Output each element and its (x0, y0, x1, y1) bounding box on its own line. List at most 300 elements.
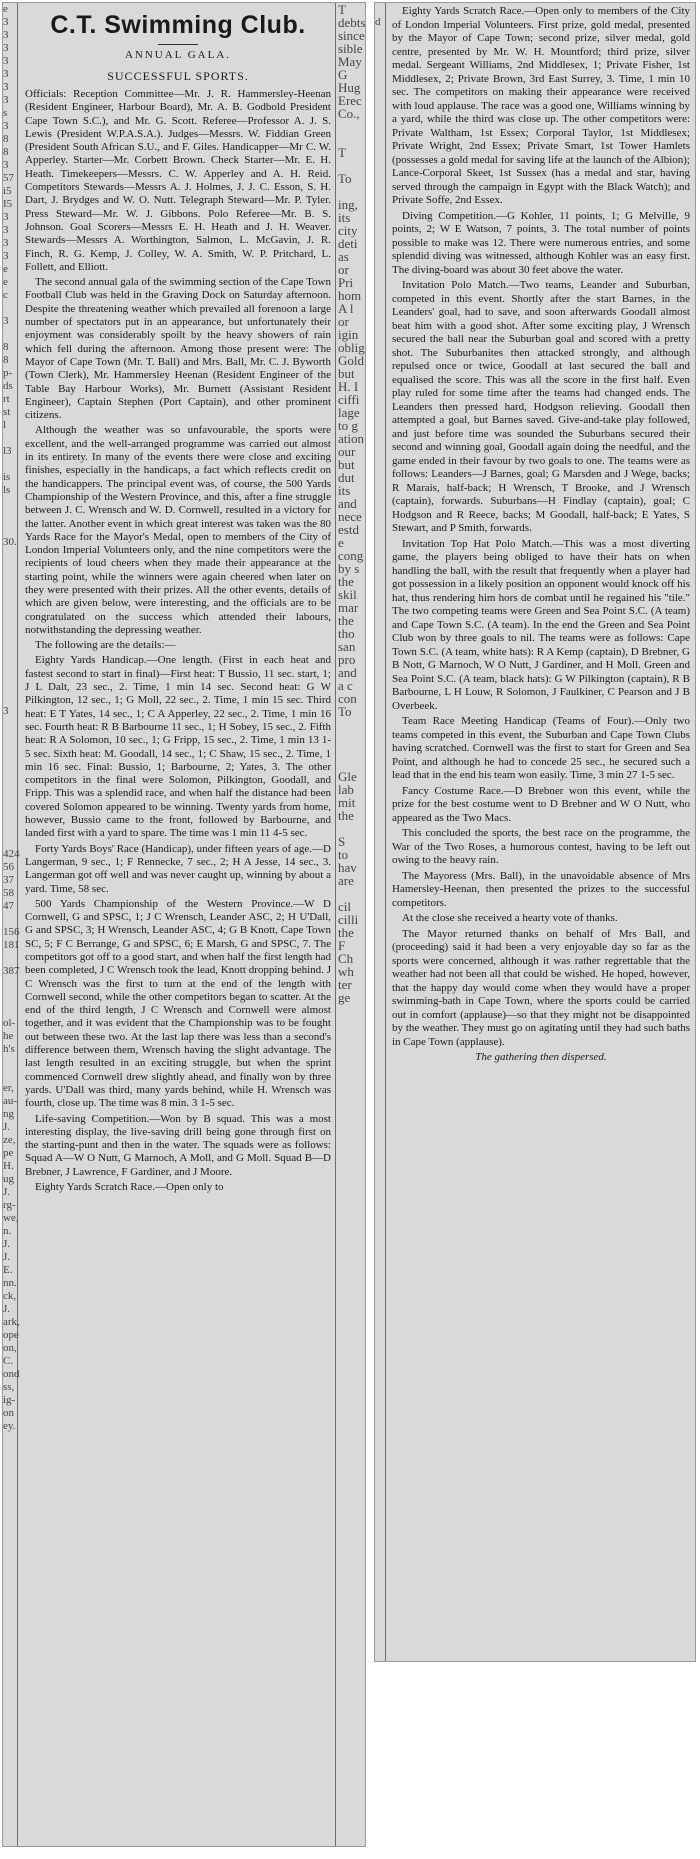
margin-fragment (375, 926, 385, 939)
margin-fragment (375, 289, 385, 302)
margin-fragment (3, 913, 17, 926)
margin-fragment (375, 1290, 385, 1303)
margin-fragment: are (338, 873, 354, 888)
margin-fragment (3, 666, 17, 679)
margin-fragment: To (338, 704, 352, 719)
margin-fragment: H. I (338, 379, 359, 394)
margin-fragment: or (338, 314, 349, 329)
margin-fragment (375, 263, 385, 276)
margin-fragment: but (338, 457, 355, 472)
margin-fragment: h's (3, 1043, 15, 1055)
margin-fragment (375, 601, 385, 614)
margin-fragment (375, 406, 385, 419)
margin-fragment (375, 302, 385, 315)
margin-fragment: l (3, 419, 7, 431)
margin-fragment (375, 1160, 385, 1173)
margin-fragment: ze, (3, 1134, 16, 1146)
adjacent-column-fragment (335, 3, 365, 1846)
margin-fragment (375, 562, 385, 575)
margin-fragment (3, 575, 17, 588)
margin-fragment (375, 666, 385, 679)
margin-fragment: 181 (3, 939, 20, 951)
margin-fragment (375, 588, 385, 601)
margin-fragment: lab (338, 782, 354, 797)
margin-fragment (3, 835, 17, 848)
article-paragraph: The Mayor returned thanks on behalf of Mrs Ball, and (proceeding) said it had been a very enjoyable day so far as the sports were concerned, although it was rather regrettable that the weather had not been all that could be wished. He hoped, however, that the happy day would come when they would have a proper swimming-bath in Cape Town, where the sports could be carried out in comfort (applause)—so that they might not be disappointed by the weather. They must go on agitating until they had such baths in Cape Town (applause). (392, 927, 690, 1048)
margin-fragment: ls (3, 484, 11, 496)
margin-fragment (375, 991, 385, 1004)
margin-fragment: J. (3, 1251, 11, 1263)
article-title: C.T. Swimming Club. (50, 11, 306, 39)
margin-fragment (375, 1212, 385, 1225)
margin-fragment: Erec (338, 93, 362, 108)
margin-fragment (375, 575, 385, 588)
margin-fragment: lage (338, 405, 360, 420)
margin-fragment (3, 809, 17, 822)
margin-fragment (375, 276, 385, 289)
article-paragraph: Team Race Meeting Handicap (Teams of Four).—Only two teams competed in this event, the Suburban and Cape Town Clubs having scratched. Cornwell was the first to start for Green and Sea Point, and although he had to concede 25 sec., he secured such a lead that in the end his team won easily. Time, 3 min 27 1-5 sec. (392, 715, 690, 781)
margin-fragment (3, 627, 17, 640)
margin-fragment (375, 445, 385, 458)
margin-fragment: T (338, 145, 346, 160)
margin-fragment (375, 1329, 385, 1342)
margin-fragment: May (338, 54, 362, 69)
margin-fragment: J. (3, 1303, 11, 1315)
margin-fragment: oblig (338, 340, 365, 355)
margin-fragment: a c (338, 678, 353, 693)
margin-fragment (375, 718, 385, 731)
margin-fragment (375, 458, 385, 471)
margin-fragment (375, 341, 385, 354)
margin-fragment: 3 (3, 68, 9, 80)
margin-fragment: 8 (3, 341, 9, 353)
margin-fragment (338, 120, 365, 133)
margin-fragment: T (338, 2, 346, 17)
margin-fragment: 3 (3, 211, 9, 223)
margin-fragment (375, 1264, 385, 1277)
margin-fragment: ope (3, 1329, 19, 1341)
margin-fragment: ey. (3, 1420, 16, 1432)
margin-fragment (375, 887, 385, 900)
margin-fragment (3, 1056, 17, 1069)
margin-fragment: he (3, 1030, 14, 1042)
section-heading: SUCCESSFUL SPORTS. (107, 69, 249, 83)
margin-fragment: F (338, 938, 346, 953)
margin-fragment: au- (3, 1095, 18, 1107)
margin-fragment (375, 107, 385, 120)
margin-fragment: C. (3, 1355, 14, 1367)
margin-fragment (375, 1251, 385, 1264)
margin-fragment (375, 822, 385, 835)
margin-fragment (375, 809, 385, 822)
margin-fragment (3, 952, 17, 965)
margin-fragment (375, 1056, 385, 1069)
margin-fragment: or (338, 262, 349, 277)
article-paragraph: This concluded the sports, the best race on the programme, the War of the Two Roses, a humorous contest, having to be left out owing to the heavy rain. (392, 827, 690, 866)
margin-fragment: e (3, 276, 8, 288)
article-paragraph: The following are the details:— (35, 639, 176, 652)
margin-fragment: 30. (3, 536, 17, 548)
margin-fragment: nn. (3, 1277, 17, 1289)
margin-fragment (375, 55, 385, 68)
margin-fragment (375, 1355, 385, 1368)
margin-fragment: ng (3, 1108, 14, 1120)
margin-fragment (375, 692, 385, 705)
article-paragraph: Eighty Yards Scratch Race.—Open only to (35, 1181, 224, 1194)
margin-fragment: I5 (3, 198, 13, 210)
margin-fragment: pe (3, 1147, 14, 1159)
margin-fragment (3, 757, 17, 770)
margin-fragment: J. (3, 1238, 11, 1250)
margin-fragment: ig- (3, 1394, 16, 1406)
margin-fragment (375, 1394, 385, 1407)
margin-fragment: J. (3, 1121, 11, 1133)
margin-fragment: ter (338, 977, 352, 992)
margin-fragment: d (375, 16, 381, 28)
margin-fragment (375, 94, 385, 107)
margin-fragment (375, 380, 385, 393)
margin-fragment (375, 172, 385, 185)
margin-fragment: 56 (3, 861, 14, 873)
margin-fragment: our (338, 444, 356, 459)
margin-fragment (375, 1303, 385, 1316)
margin-fragment: l3 (3, 445, 12, 457)
margin-fragment (3, 432, 17, 445)
margin-fragment: 3 (3, 315, 9, 327)
margin-fragment (375, 211, 385, 224)
margin-fragment: ciffi (338, 392, 360, 407)
margin-fragment (375, 848, 385, 861)
margin-fragment (3, 991, 17, 1004)
margin-fragment (375, 796, 385, 809)
margin-fragment (375, 939, 385, 952)
margin-fragment: debts (338, 15, 366, 30)
margin-fragment: J. (3, 1186, 11, 1198)
left-clipping (2, 2, 366, 1847)
margin-fragment (375, 237, 385, 250)
margin-fragment (338, 744, 365, 757)
margin-fragment (375, 81, 385, 94)
margin-fragment (3, 1004, 17, 1017)
margin-fragment: i5 (3, 185, 12, 197)
margin-fragment (375, 679, 385, 692)
margin-fragment: cil (338, 899, 351, 914)
margin-fragment: the (338, 613, 354, 628)
article-paragraph: Eighty Yards Scratch Race.—Open only to members of the City of London Imperial Volunteers. First prize, gold medal, presented by the Mayor of Cape Town; second prize, silver medal, gold centre, presented by Mr. W. H. Mountford; third prize, silver medal. Sergeant Williams, 2nd Middlesex, 1; Private Fisher, 1st Middlesex, 2; Private Brown, 3rd East Surrey, 3. Time, 1 min 10 sec. The competitors on making their appearance were received with loud applause. The race was a good one, Williams winning by a yard, while the third was close up. The other competitors were: Private Waltham, 1st Essex; Corporal Taylor, 1st Middlesex; Private Wright, 2nd Essex; Private Smart, 1st Tower Hamlets (possesses a gold medal for saving life at the launch of the Albion); Lance-Corporal Skeet, 1st Sussex (has a medal and star, having served through the campaign in Egypt with the Black Watch); and Private Soffe, 2nd Essex. (392, 5, 690, 206)
margin-fragment (3, 497, 17, 510)
margin-fragment (375, 1095, 385, 1108)
margin-fragment (375, 653, 385, 666)
margin-fragment (3, 770, 17, 783)
margin-fragment (3, 731, 17, 744)
margin-fragment: s (3, 107, 8, 119)
margin-fragment: 3 (3, 237, 9, 249)
margin-fragment (375, 1316, 385, 1329)
margin-fragment: rt (3, 393, 10, 405)
margin-fragment: dut (338, 470, 355, 485)
margin-fragment: G (338, 67, 348, 82)
margin-fragment (3, 653, 17, 666)
margin-fragment (375, 913, 385, 926)
margin-fragment: st (3, 406, 11, 418)
margin-fragment (3, 523, 17, 536)
margin-fragment (375, 68, 385, 81)
margin-fragment: cong (338, 548, 364, 563)
margin-fragment: H. (3, 1160, 14, 1172)
margin-fragment (3, 718, 17, 731)
margin-fragment (375, 198, 385, 211)
margin-fragment: and (338, 496, 357, 511)
title-rule (158, 44, 198, 45)
margin-fragment: cilli (338, 912, 359, 927)
margin-fragment: but (338, 366, 355, 381)
margin-fragment (375, 731, 385, 744)
margin-fragment (3, 822, 17, 835)
margin-fragment: 3 (3, 16, 9, 28)
article-paragraph: Life-saving Competition.—Won by B squad. This was a most interesting display, the live-saving drill being gone through first on the starting-punt and then in the water. The squads were as follows: Squad A—W O Nutt, G Marnoch, A Moll, and G Moll. Squad B—D Brebner, J Lawrence, F Gardiner, and J Moore. (25, 1112, 331, 1178)
margin-fragment: ds (3, 380, 13, 392)
margin-fragment (375, 614, 385, 627)
margin-fragment: Co., (338, 106, 360, 121)
margin-fragment (375, 367, 385, 380)
margin-fragment: mit (338, 795, 356, 810)
margin-fragment (375, 1069, 385, 1082)
margin-fragment (3, 614, 17, 627)
margin-fragment: as (338, 249, 349, 264)
article-paragraph: Diving Competition.—G Kohler, 11 points, 1; G Melville, 9 points, 2; W E Watson, 7 points, 3. The total number of points possible to make was 12. There were numerous entries, and some splendid diving was witnessed, although Kohler was an easy first. The diving-board was about 30 feet above the water. (392, 209, 690, 276)
article-paragraph: 500 Yards Championship of the Western Province.—W D Cornwell, G and SPSC, 1; J C Wrensch, Leander ASC, 2; H U'Dall, G and SPSC, 3; H Wrensch, Leander ASC, 4; G B Knott, Cape Town SC, 5; F C Berrange, G and SPSC, 6; E Marsh, G and SPSC, 7. The competitors got off to a good start, and when half the first length had been completed, J C Wrensch took the lead, Knott dropping behind. J C Wrensch was the first to turn at the end of the length with Cornwell second, while the other competitors began to scatter. At the end of the third length, J C Wrensch and Cornwell were almost together, and it was evident that the Championship was to be fought out between these two. At the last lap there was less than a second's difference between them, Wrensch having the slight advantage. The last length resulted in an exciting struggle, but when the sprint commenced Cornwell drew slightly ahead, and finally won by three yards. U'Dall was third, many yards behind, while H. Wrensch was fourth, close up. The time was 8 min. 3 1-5 sec. (25, 897, 331, 1110)
margin-fragment: hom (338, 288, 362, 303)
margin-fragment: e (3, 3, 8, 15)
margin-fragment: p- (3, 367, 13, 379)
margin-fragment (375, 757, 385, 770)
margin-fragment: city (338, 223, 358, 238)
margin-fragment: wh (338, 964, 354, 979)
margin-fragment: hav (338, 860, 357, 875)
margin-fragment: to g (338, 418, 358, 433)
margin-fragment (375, 315, 385, 328)
margin-fragment: 8 (3, 146, 9, 158)
margin-fragment: To (338, 171, 352, 186)
margin-fragment (3, 1069, 17, 1082)
margin-fragment (3, 796, 17, 809)
margin-fragment (375, 1381, 385, 1394)
margin-fragment (375, 393, 385, 406)
margin-fragment (375, 1342, 385, 1355)
article-paragraph: The Mayoress (Mrs. Ball), in the unavoidable absence of Mrs Hamersley-Heenan, then presented the prizes to the successful competitors. (392, 869, 690, 909)
margin-fragment (375, 432, 385, 445)
margin-fragment: Pri (338, 275, 354, 290)
margin-fragment: 58 (3, 887, 14, 899)
margin-fragment: con (338, 691, 357, 706)
margin-fragment (375, 1134, 385, 1147)
margin-fragment (375, 1433, 385, 1446)
margin-fragment (375, 1004, 385, 1017)
margin-fragment (375, 900, 385, 913)
margin-fragment: S (338, 834, 346, 849)
article-paragraph: Eighty Yards Handicap.—One length. (First in each heat and fastest second to start in final)—First heat: T Bussio, 11 sec. start, 1; J L Dalt, 23 sec., 2. Time, 1 min 14 sec. Second heat: G W Pilkington, 12 sec., 1; G Moll, 22 sec., 2. Time, 1 min 15 sec. Third heat: E T Yates, 14 sec., 1; C A Apperley, 22 sec., 2. Time, 1 min 16 sec. Fourth heat: R B Barbourne 11 sec., 1; H Sobey, 15 sec., 2. Fifth heat: R A Solomon, 10 sec., 1; G Fripp, 15 sec., 2. Time, 1 min 13 1-5 sec. Sixth heat: M. Goodall, 14 sec., 1; C Shaw, 15 sec., 2. Time, 1 min 16 sec. Final: Bussio, 1; Barbourne, 2; Yates, 3. The other competitors in the final were Solomon, Pilkington, Goodall, and Fripp. This was a splendid race, and when half the distance had been covered Solomon appeared to be winning. Twenty yards from home, however, Bussio came to the front, followed by Barbourne, and landed first with a yard to spare. The time was 1 min 11 4-5 sec. (25, 654, 331, 840)
margin-fragment (375, 484, 385, 497)
margin-fragment (3, 601, 17, 614)
right-clip-margin-marks (375, 3, 386, 1661)
margin-fragment (375, 627, 385, 640)
margin-fragment (375, 952, 385, 965)
officials-paragraph: Officials: Reception Committee—Mr. J. R. Hammersley-Heenan (Resident Engineer, Harbour Board), Mr. A. B. Godbold President Cape Town S.C.), and Mr. G. Scott. Referee—Professor A. J. S. Lewis (President W.P.A.S.A.). Judges—Messrs. W. Fiddian Green (President South African S.U., and F. Giles. Handicapper—Mr C. W. Apperley. Starter—Mr. Corbett Brown. Check Starter—Mr. E. H. Heath. Timekeepers—Messrs. C. W. Apperley and A. H. Reid. Competitors Stewards—Messrs A. J. Holmes, J. J. C. Esson, S. H. Dart, J. Brydges and W. O. Nutt. Telegraph Steward—Mr. P. Tyler. Press Steward—Mr. W. J. Gibbons. Polo Referee—Mr. B. S. Johnson. Goal Scorers—Messrs E. H. Heath and J. H. Weaver. Stewards—Messrs A. Worthington, Salmon, L. McGavin, J. R. Finch, R. G. Kemp, J. Colley, W. A. Smith, W. P. Pritchard, L. Follett, and Elliott. (25, 88, 331, 273)
article-column-left (21, 3, 335, 1846)
margin-fragment: Hug (338, 80, 361, 95)
margin-fragment (375, 1108, 385, 1121)
margin-fragment: its (338, 210, 351, 225)
margin-fragment: 3 (3, 159, 9, 171)
margin-fragment: rg- (3, 1199, 16, 1211)
margin-fragment (375, 1173, 385, 1186)
margin-fragment (375, 874, 385, 887)
margin-fragment: sible (338, 41, 363, 56)
margin-fragment (375, 471, 385, 484)
margin-fragment: to (338, 847, 349, 862)
margin-fragment (3, 783, 17, 796)
margin-fragment (375, 29, 385, 42)
margin-fragment: n. (3, 1225, 12, 1237)
margin-fragment (375, 42, 385, 55)
margin-fragment: E. (3, 1264, 13, 1276)
margin-fragment (375, 1420, 385, 1433)
margin-fragment (3, 328, 17, 341)
margin-fragment (375, 783, 385, 796)
margin-fragment (375, 523, 385, 536)
margin-fragment: ge (338, 990, 351, 1005)
margin-fragment: 3 (3, 705, 9, 717)
article-subtitle: ANNUAL GALA. (124, 49, 232, 61)
margin-fragment (3, 744, 17, 757)
margin-fragment (375, 224, 385, 237)
margin-fragment (375, 328, 385, 341)
margin-fragment (375, 1407, 385, 1420)
margin-fragment (375, 354, 385, 367)
margin-fragment (375, 549, 385, 562)
margin-fragment: A l (338, 301, 354, 316)
margin-fragment (375, 640, 385, 653)
margin-fragment (375, 1238, 385, 1251)
margin-fragment: 424 (3, 848, 20, 860)
margin-fragment (3, 562, 17, 575)
article-paragraph: Although the weather was so unfavourable, the sports were excellent, and the well-arranged programme was carried out almost in its entirety. In many of the events there were close and exciting finishes, especially in the handicaps, a fact which reflects credit on the handicappers. The principal event was, of course, the 500 Yards Championship of the Western Province, and this, after a fine struggle between J. C. Wrensch and W. D. Cornwell, resulted in a victory for the latter. Another event in which great interest was taken was the 80 Yards Race for the Mayor's Medal, open to members of the City of London Imperial Volunteers only, and the nine competitors were the recipients of loud cheers when they made their appearance at the starting point, while the winners were again cheered when later on they were presented with their prizes. All the other events, details of which are given below, were interesting, and the officials are to be congratulated on the success which attended their labours, notwithstanding the depressing weather. (25, 424, 331, 636)
margin-fragment (375, 3, 385, 16)
margin-fragment (3, 549, 17, 562)
margin-fragment: 8 (3, 133, 9, 145)
margin-fragment (375, 133, 385, 146)
margin-fragment: and (338, 665, 357, 680)
margin-fragment: 3 (3, 94, 9, 106)
margin-fragment: 3 (3, 224, 9, 236)
margin-fragment: ark, (3, 1316, 20, 1328)
margin-fragment: ation (338, 431, 364, 446)
margin-fragment (375, 1225, 385, 1238)
article-column-right (388, 3, 695, 1661)
margin-fragment (375, 146, 385, 159)
article-paragraph: The second annual gala of the swimming section of the Cape Town Football Club was held in the Graving Dock on Saturday afternoon. Despite the threatening weather which prevailed all forenoon a large number of spectators put in an appearance, but unfortunately their enjoyment was considerably spoilt by the heavy showers of rain which fell during the afternoon. Among those present were: The Mayor of Cape Town (Mr. T. Ball) and Mrs. Ball, Mr. C. J. Byworth (Town Clerk), Mr. Hammersley Heenan (Resident Engineer of the Table Bay Harbour Works), Mr. Burnett (Assistant Resident Engineer), Captain Stephen (Port Captain), and other prominent citizens. (25, 276, 331, 422)
margin-fragment: its (338, 483, 351, 498)
margin-fragment: Gold (338, 353, 364, 368)
margin-fragment: e (3, 263, 8, 275)
margin-fragment: on (3, 1407, 14, 1419)
margin-fragment (375, 1368, 385, 1381)
margin-fragment (375, 1121, 385, 1134)
article-paragraph: At the close she received a hearty vote of thanks. (402, 912, 618, 924)
margin-fragment: san (338, 639, 356, 654)
margin-fragment (3, 458, 17, 471)
margin-fragment: deti (338, 236, 358, 251)
margin-fragment (375, 1277, 385, 1290)
left-column-text (25, 88, 331, 1194)
margin-fragment: the (338, 574, 354, 589)
margin-fragment (3, 692, 17, 705)
margin-fragment: ond (3, 1368, 20, 1380)
margin-fragment: by s (338, 561, 360, 576)
margin-fragment: nece (338, 509, 362, 524)
margin-fragment: 3 (3, 81, 9, 93)
margin-fragment (375, 419, 385, 432)
margin-fragment: ug (3, 1173, 14, 1185)
margin-fragment: 3 (3, 250, 9, 262)
margin-fragment (375, 1186, 385, 1199)
margin-fragment: ol- (3, 1017, 16, 1029)
margin-fragment: 57 (3, 172, 14, 184)
margin-fragment (375, 744, 385, 757)
margin-fragment: we, (3, 1212, 19, 1224)
margin-fragment: 3 (3, 120, 9, 132)
margin-fragment: ck, (3, 1290, 17, 1302)
left-margin-marks (3, 3, 18, 1846)
margin-fragment: 47 (3, 900, 14, 912)
margin-fragment: since (338, 28, 365, 43)
margin-fragment (375, 1082, 385, 1095)
margin-fragment (3, 640, 17, 653)
margin-fragment (375, 120, 385, 133)
margin-fragment (3, 510, 17, 523)
margin-fragment: ing, (338, 197, 358, 212)
margin-fragment (375, 1199, 385, 1212)
margin-fragment (375, 705, 385, 718)
margin-fragment (375, 965, 385, 978)
margin-fragment: 387 (3, 965, 20, 977)
margin-fragment (375, 770, 385, 783)
margin-fragment (338, 718, 365, 731)
margin-fragment: 3 (3, 42, 9, 54)
margin-fragment: Ch (338, 951, 354, 966)
margin-fragment: 37 (3, 874, 14, 886)
margin-fragment (3, 679, 17, 692)
margin-fragment: the (338, 925, 354, 940)
margin-fragment (3, 588, 17, 601)
margin-fragment: the (338, 808, 354, 823)
margin-fragment (375, 1030, 385, 1043)
margin-fragment (375, 510, 385, 523)
margin-fragment (375, 978, 385, 991)
margin-fragment: e (338, 535, 344, 550)
margin-fragment: 156 (3, 926, 20, 938)
margin-fragment: 8 (3, 354, 9, 366)
margin-fragment: Gle (338, 769, 357, 784)
margin-fragment (375, 159, 385, 172)
margin-fragment: pro (338, 652, 356, 667)
margin-fragment: skil (338, 587, 357, 602)
right-clipping (374, 2, 696, 1662)
margin-fragment: igin (338, 327, 359, 342)
margin-fragment: mar (338, 600, 359, 615)
margin-fragment: ss, (3, 1381, 15, 1393)
margin-fragment (375, 536, 385, 549)
